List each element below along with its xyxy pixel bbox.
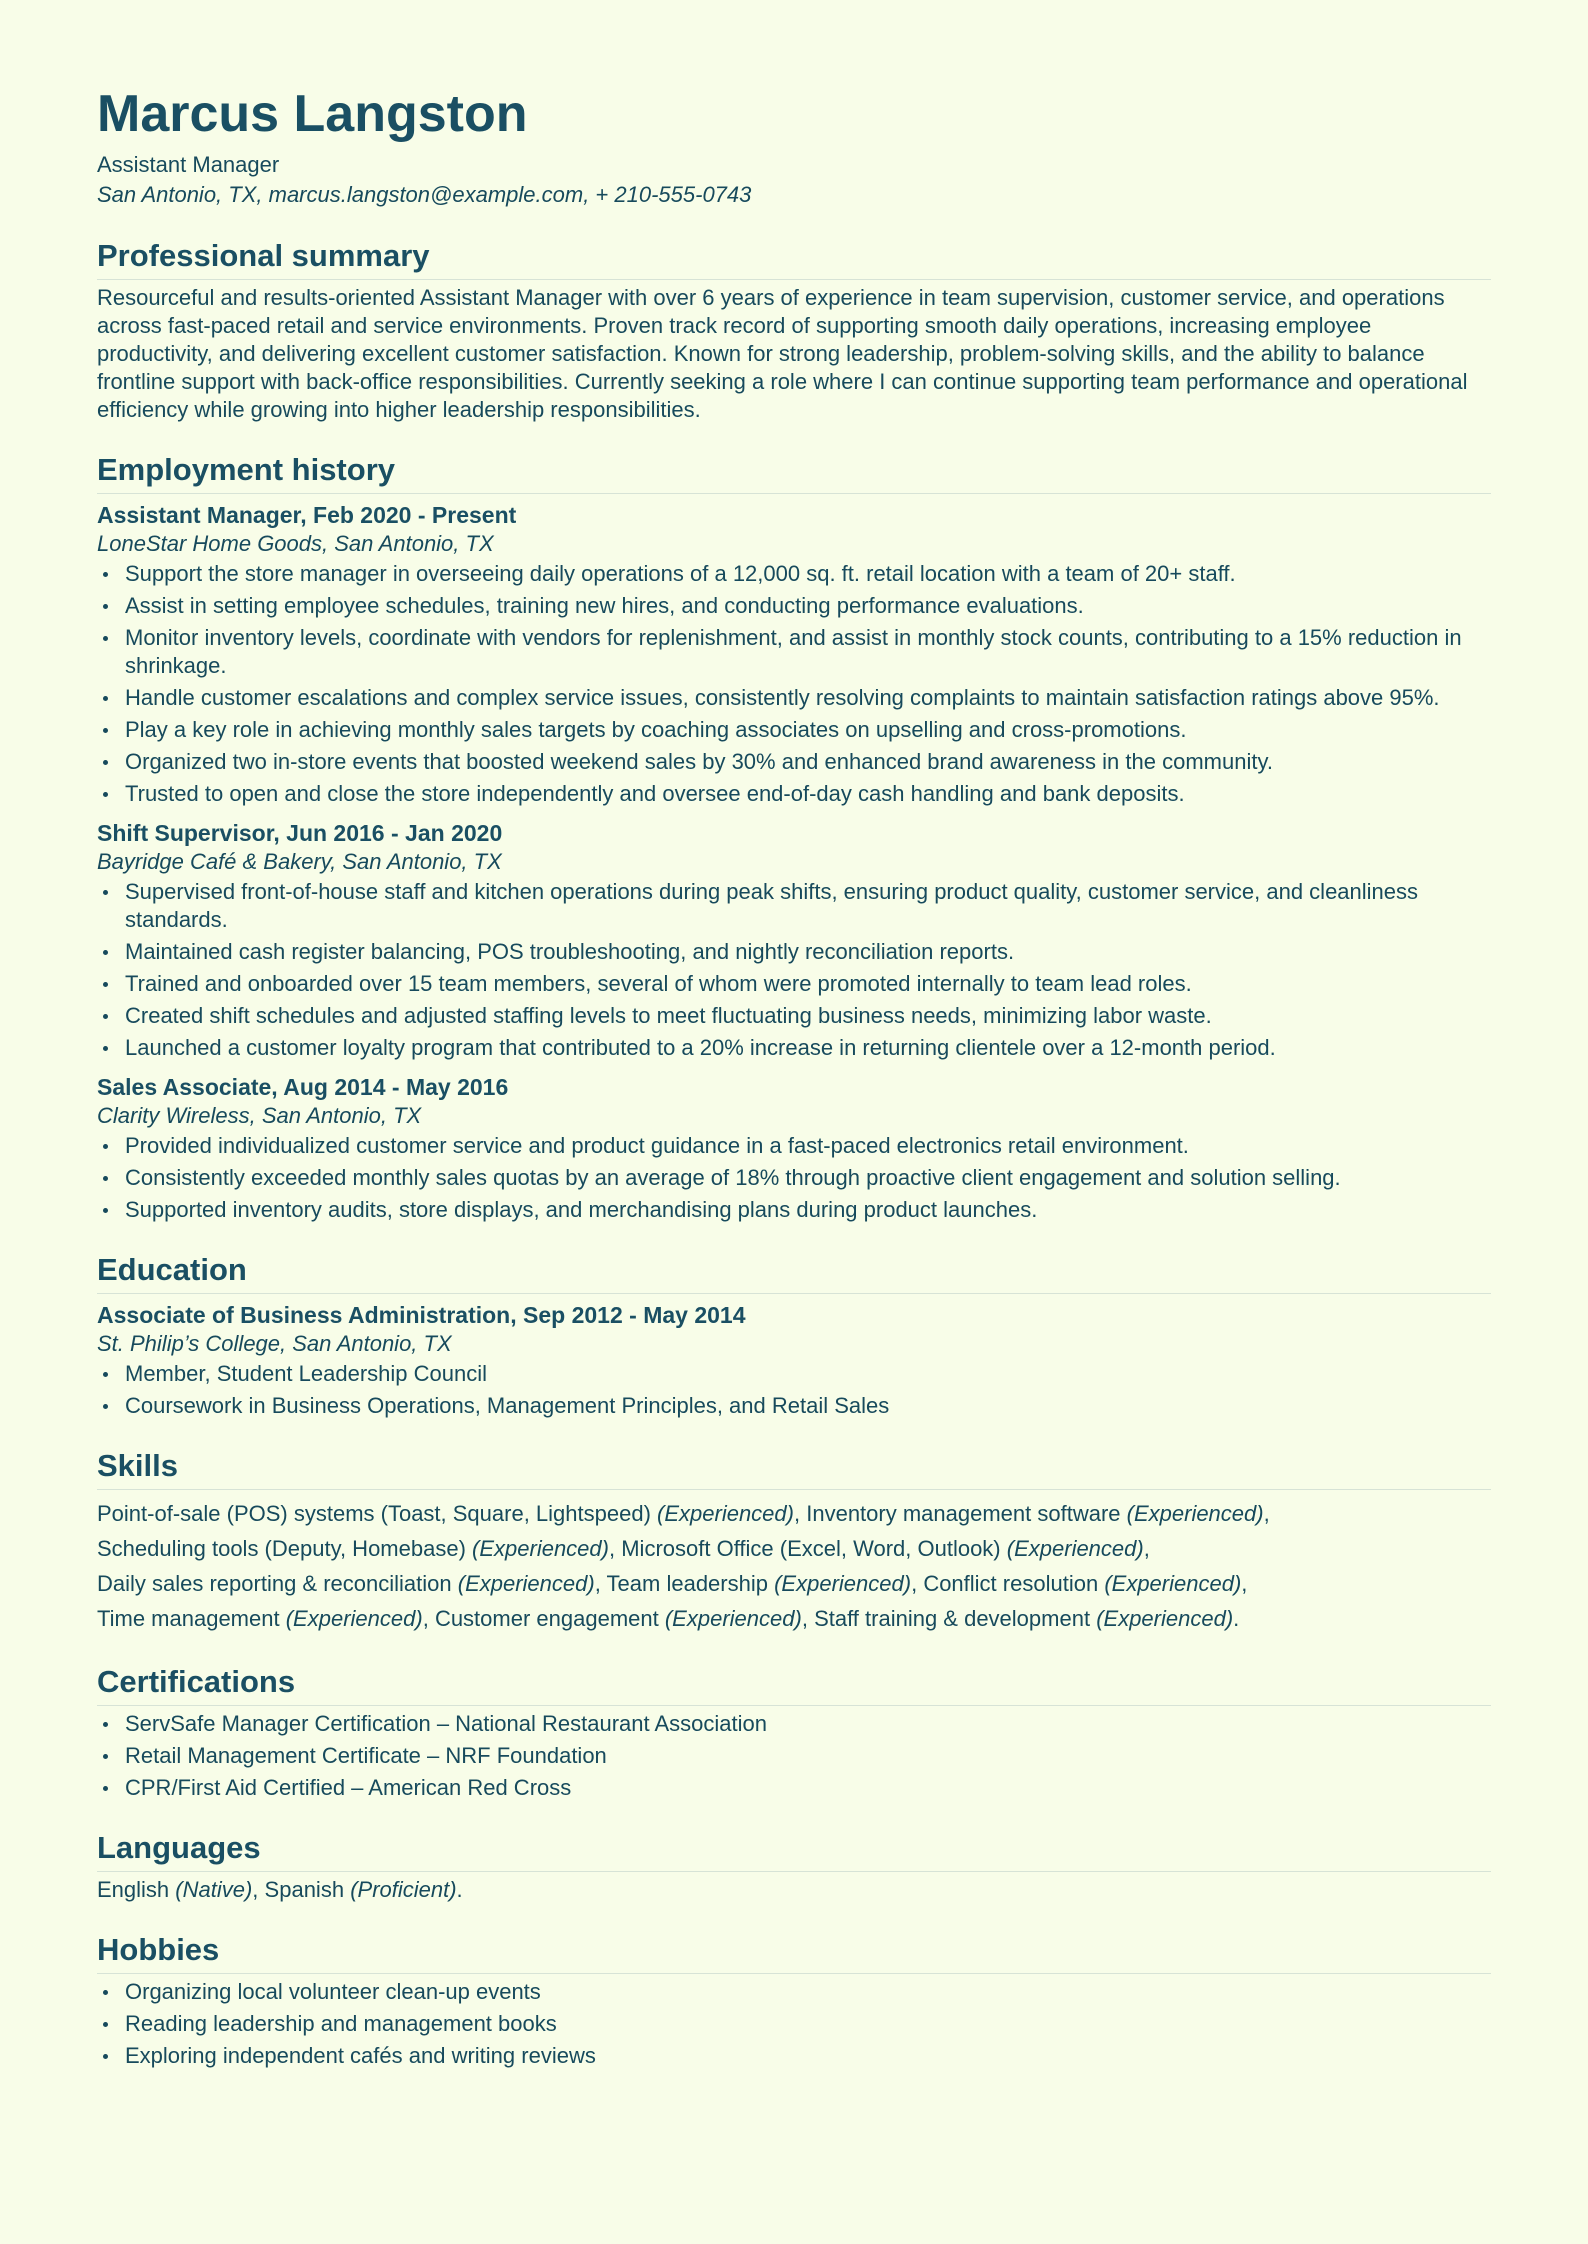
job-bullet: Monitor inventory levels, coordinate with vendors for replenishment, and assist in monthly stock counts, contributing to a 15% reduction in shrinkage. [125,624,1491,680]
hobby-item: Reading leadership and management books [125,2010,1491,2038]
skills-heading: Skills [97,1444,1491,1490]
summary-heading: Professional summary [97,234,1491,280]
job-bullet: Trusted to open and close the store independently and oversee end-of-day cash handling and bank deposits. [125,780,1491,808]
skill-level: (Experienced) [664,1606,802,1631]
skill-name: Scheduling tools (Deputy, Homebase) [97,1536,466,1561]
education-bullet: Member, Student Leadership Council [125,1360,1491,1388]
skill-item: Microsoft Office (Excel, Word, Outlook) (Experienced), [621,1536,1150,1561]
certifications-section [97,1660,1491,1802]
skill-name: Team leadership [606,1571,768,1596]
skill-item: Point-of-sale (POS) systems (Toast, Square, Lightspeed) (Experienced), [97,1501,801,1526]
job-bullet: Trained and onboarded over 15 team members, several of whom were promoted internally to team lead roles. [125,970,1491,998]
skills-list [97,1496,1491,1636]
job-bullet: Created shift schedules and adjusted staffing levels to meet fluctuating business needs, minimizing labor waste. [125,1002,1491,1030]
language-level: (Native) [175,1877,253,1902]
skill-name: Time management [97,1606,280,1631]
skill-item: Staff training & development (Experienced). [814,1606,1240,1631]
certifications-list [97,1710,1491,1802]
skill-level: (Experienced) [1126,1501,1264,1526]
skill-item: Time management (Experienced), [97,1606,429,1631]
degree-title: Associate of Business Administration, Sep 2012 - May 2014 [97,1302,746,1328]
skill-item: Conflict resolution (Experienced), [923,1571,1248,1596]
certification-item: ServSafe Manager Certification – National Restaurant Association [125,1710,1491,1738]
skill-item: Team leadership (Experienced), [606,1571,918,1596]
education-bullet: Coursework in Business Operations, Management Principles, and Retail Sales [125,1392,1491,1420]
job-bullets [97,560,1491,808]
job-bullet: Maintained cash register balancing, POS troubleshooting, and nightly reconciliation reports. [125,938,1491,966]
job-title: Sales Associate, Aug 2014 - May 2016 [97,1074,509,1100]
job-entry [97,500,1491,808]
languages-list [97,1876,1491,1904]
skill-name: Customer engagement [434,1606,659,1631]
skill-name: Conflict resolution [923,1571,1099,1596]
job-bullets [97,878,1491,1062]
job-entry [97,818,1491,1062]
job-employer: LoneStar Home Goods, San Antonio, TX [97,531,494,556]
skill-level: (Experienced) [774,1571,912,1596]
job-bullet: Launched a customer loyalty program that contributed to a 20% increase in returning clientele over a 12-month period. [125,1034,1491,1062]
skills-section [97,1444,1491,1636]
school-name: St. Philip’s College, San Antonio, TX [97,1331,452,1356]
skill-name: Microsoft Office (Excel, Word, Outlook) [621,1536,1001,1561]
skill-name: Inventory management software [806,1501,1121,1526]
skill-level: (Experienced) [1006,1536,1144,1561]
certification-item: Retail Management Certificate – NRF Foundation [125,1742,1491,1770]
employment-heading: Employment history [97,448,1491,494]
skill-level: (Experienced) [472,1536,609,1561]
education-section [97,1248,1491,1420]
languages-heading: Languages [97,1826,1491,1872]
hobbies-section [97,1928,1491,2070]
certifications-heading: Certifications [97,1660,1491,1706]
hobbies-heading: Hobbies [97,1928,1491,1974]
contact-line: San Antonio, TX, marcus.langston@example.com, + 210-555-0743 [97,182,752,207]
job-bullet: Organized two in-store events that boosted weekend sales by 30% and enhanced brand awareness in the community. [125,748,1491,776]
skill-level: (Experienced) [285,1606,423,1631]
skill-item: Customer engagement (Experienced), [434,1606,808,1631]
job-bullet: Support the store manager in overseeing daily operations of a 12,000 sq. ft. retail location with a team of 20+ staff. [125,560,1491,588]
language-item: Spanish (Proficient). [264,1877,463,1902]
resume-header [97,78,1491,210]
skill-item: Inventory management software (Experienced), [806,1501,1270,1526]
skill-level: (Experienced) [1104,1571,1242,1596]
candidate-role: Assistant Manager [97,152,280,177]
job-title: Shift Supervisor, Jun 2016 - Jan 2020 [97,820,503,846]
job-employer: Bayridge Café & Bakery, San Antonio, TX [97,849,502,874]
hobby-item: Organizing local volunteer clean-up events [125,1978,1491,2006]
job-bullet: Consistently exceeded monthly sales quotas by an average of 18% through proactive client engagement and solution selling. [125,1164,1491,1192]
candidate-name: Marcus Langston [97,85,528,143]
job-bullet: Play a key role in achieving monthly sales targets by coaching associates on upselling and cross-promotions. [125,716,1491,744]
education-heading: Education [97,1248,1491,1294]
language-item: English (Native), [97,1877,259,1902]
job-bullet: Supervised front-of-house staff and kitchen operations during peak shifts, ensuring product quality, customer service, and cleanliness standards. [125,878,1491,934]
skill-name: Point-of-sale (POS) systems (Toast, Square, Lightspeed) [97,1501,651,1526]
certification-item: CPR/First Aid Certified – American Red Cross [125,1774,1491,1802]
skill-name: Daily sales reporting & reconciliation [97,1571,452,1596]
education-bullets [97,1360,1491,1420]
employment-section [97,448,1491,1224]
skill-item: Daily sales reporting & reconciliation (Experienced), [97,1571,601,1596]
job-bullets [97,1132,1491,1224]
skill-level: (Experienced) [1096,1606,1234,1631]
skill-name: Staff training & development [814,1606,1091,1631]
skill-level: (Experienced) [457,1571,595,1596]
language-level: (Proficient) [350,1877,457,1902]
job-bullet: Assist in setting employee schedules, training new hires, and conducting performance evaluations. [125,592,1491,620]
summary-text: Resourceful and results-oriented Assistant Manager with over 6 years of experience in team supervision, customer service, and operations across fast-paced retail and service environments. Proven track record of supporting smooth daily operations, increasing employee productivity, and delivering excellent customer satisfaction. Known for strong leadership, problem-solving skills, and the ability to balance frontline support with back-office responsibilities. Currently seeking a role where I can continue supporting team performance and operational efficiency while growing into higher leadership responsibilities. [97,285,1468,422]
skill-level: (Experienced) [657,1501,794,1526]
languages-section [97,1826,1491,1904]
language-name: English [97,1877,170,1902]
hobbies-list [97,1978,1491,2070]
job-bullet: Provided individualized customer service and product guidance in a fast-paced electronics retail environment. [125,1132,1491,1160]
job-bullet: Supported inventory audits, store displays, and merchandising plans during product launches. [125,1196,1491,1224]
language-name: Spanish [264,1877,345,1902]
job-title: Assistant Manager, Feb 2020 - Present [97,502,517,528]
summary-section [97,234,1491,424]
job-employer: Clarity Wireless, San Antonio, TX [97,1103,422,1128]
skill-item: Scheduling tools (Deputy, Homebase) (Experienced), [97,1536,616,1561]
education-entry [97,1300,1491,1420]
job-bullet: Handle customer escalations and complex service issues, consistently resolving complaints to maintain satisfaction ratings above 95%. [125,684,1491,712]
hobby-item: Exploring independent cafés and writing reviews [125,2042,1491,2070]
job-entry [97,1072,1491,1224]
